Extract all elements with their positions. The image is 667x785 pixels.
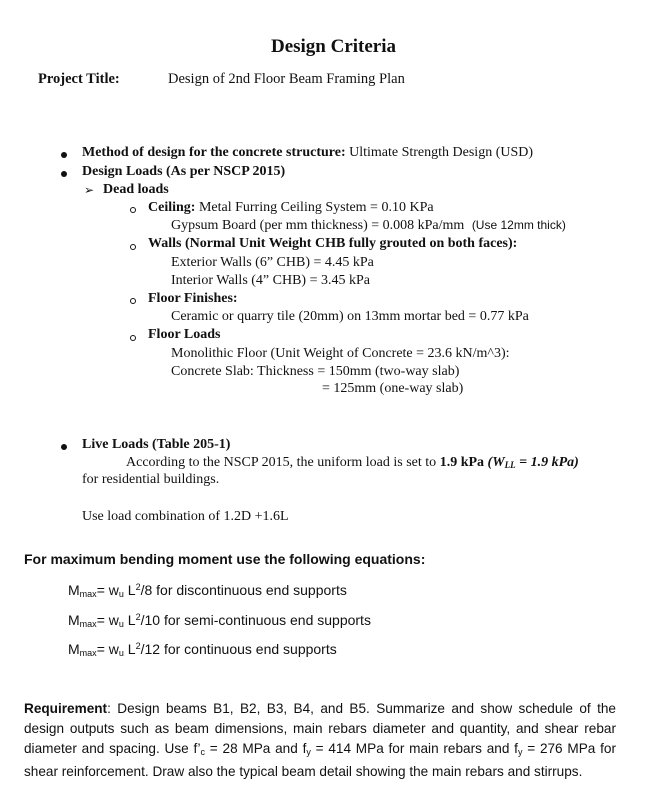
ceiling-item-2: Gypsum Board (per mm thickness) = 0.008 kPa/mm	[171, 218, 465, 233]
floor-finishes-item-1: Ceramic or quarry tile (20mm) on 13mm mortar bed = 0.77 kPa	[171, 309, 529, 324]
design-loads-heading: Design Loads (As per NSCP 2015)	[82, 164, 286, 179]
equation-line: $M_{max}= w_u$ $L^2/10$ for semi-continuous end supports	[68, 612, 371, 629]
page-title: Design Criteria	[270, 36, 397, 57]
live-loads-intro: According to the NSCP 2015, the uniform load is set to	[126, 455, 440, 470]
floor-loads-item-1: Monolithic Floor (Unit Weight of Concrete = 23.6 kN/m^3):	[171, 346, 510, 361]
method-value: Ultimate Strength Design (USD)	[349, 145, 534, 160]
bullet-icon	[61, 152, 67, 158]
floor-loads-item-2: Concrete Slab: Thickness = 150mm (two-way slab)	[171, 364, 460, 379]
project-title-label: Project Title:	[38, 71, 120, 87]
project-title-value: Design of 2nd Floor Beam Framing Plan	[168, 71, 405, 87]
ceiling-note: (Use 12mm thick)	[471, 218, 566, 232]
walls-heading: Walls (Normal Unit Weight CHB fully grouted on both faces):	[148, 236, 518, 251]
ceiling-line-1	[148, 200, 434, 216]
live-loads-formula: ($W_{LL} = 1.9$ kPa)	[487, 455, 579, 470]
arrow-bullet-icon: ➢	[84, 183, 95, 197]
circle-bullet-icon	[130, 244, 136, 250]
circle-bullet-icon	[130, 207, 136, 213]
requirement-paragraph: Requirement: Design beams B1, B2, B3, B4, and B5. Summarize and show schedule of the design outputs such as beam dimensions, main rebars diameter and quantity, and shear rebar diameter and spacing. Use $f’_c = 28$ MPa and $f_y = 414$ MPa for main rebars and $f_y = 276$ MPa for shear reinforcement. Draw also the typical beam detail showing the main rebars and stirrups.	[24, 701, 616, 779]
walls-item-1: Exterior Walls (6” CHB) = 4.45 kPa	[171, 255, 374, 270]
live-loads-value: 1.9 kPa	[439, 455, 485, 470]
live-loads-heading: Live Loads (Table 205-1)	[82, 437, 231, 452]
load-combination: Use load combination of 1.2D +1.6L	[82, 509, 289, 524]
requirement-label: Requirement	[24, 701, 108, 716]
ceiling-line-2	[171, 218, 566, 234]
floor-loads-item-3: = 125mm (one-way slab)	[322, 381, 464, 396]
live-loads-text-2: for residential buildings.	[82, 472, 220, 487]
bullet-icon	[61, 444, 67, 450]
circle-bullet-icon	[130, 335, 136, 341]
dead-loads-heading: Dead loads	[103, 182, 169, 197]
ceiling-label: Ceiling:	[148, 200, 196, 215]
circle-bullet-icon	[130, 298, 136, 304]
method-line	[82, 145, 533, 161]
walls-item-2: Interior Walls (4” CHB) = 3.45 kPa	[171, 273, 370, 288]
live-loads-text-1	[126, 455, 579, 471]
floor-finishes-heading: Floor Finishes:	[148, 291, 238, 306]
method-label: Method of design for the concrete structure:	[82, 145, 346, 160]
floor-loads-heading: Floor Loads	[148, 327, 221, 342]
bullet-icon	[61, 171, 67, 177]
bending-heading: For maximum bending moment use the following equations:	[24, 551, 426, 567]
equation-line: $M_{max}= w_u$ $L^2/12$ for continuous end supports	[68, 641, 337, 658]
equation-line: $M_{max}= w_u$ $L^2/8$ for discontinuous end supports	[68, 582, 347, 599]
ceiling-item-1: Metal Furring Ceiling System = 0.10 KPa	[198, 200, 434, 215]
